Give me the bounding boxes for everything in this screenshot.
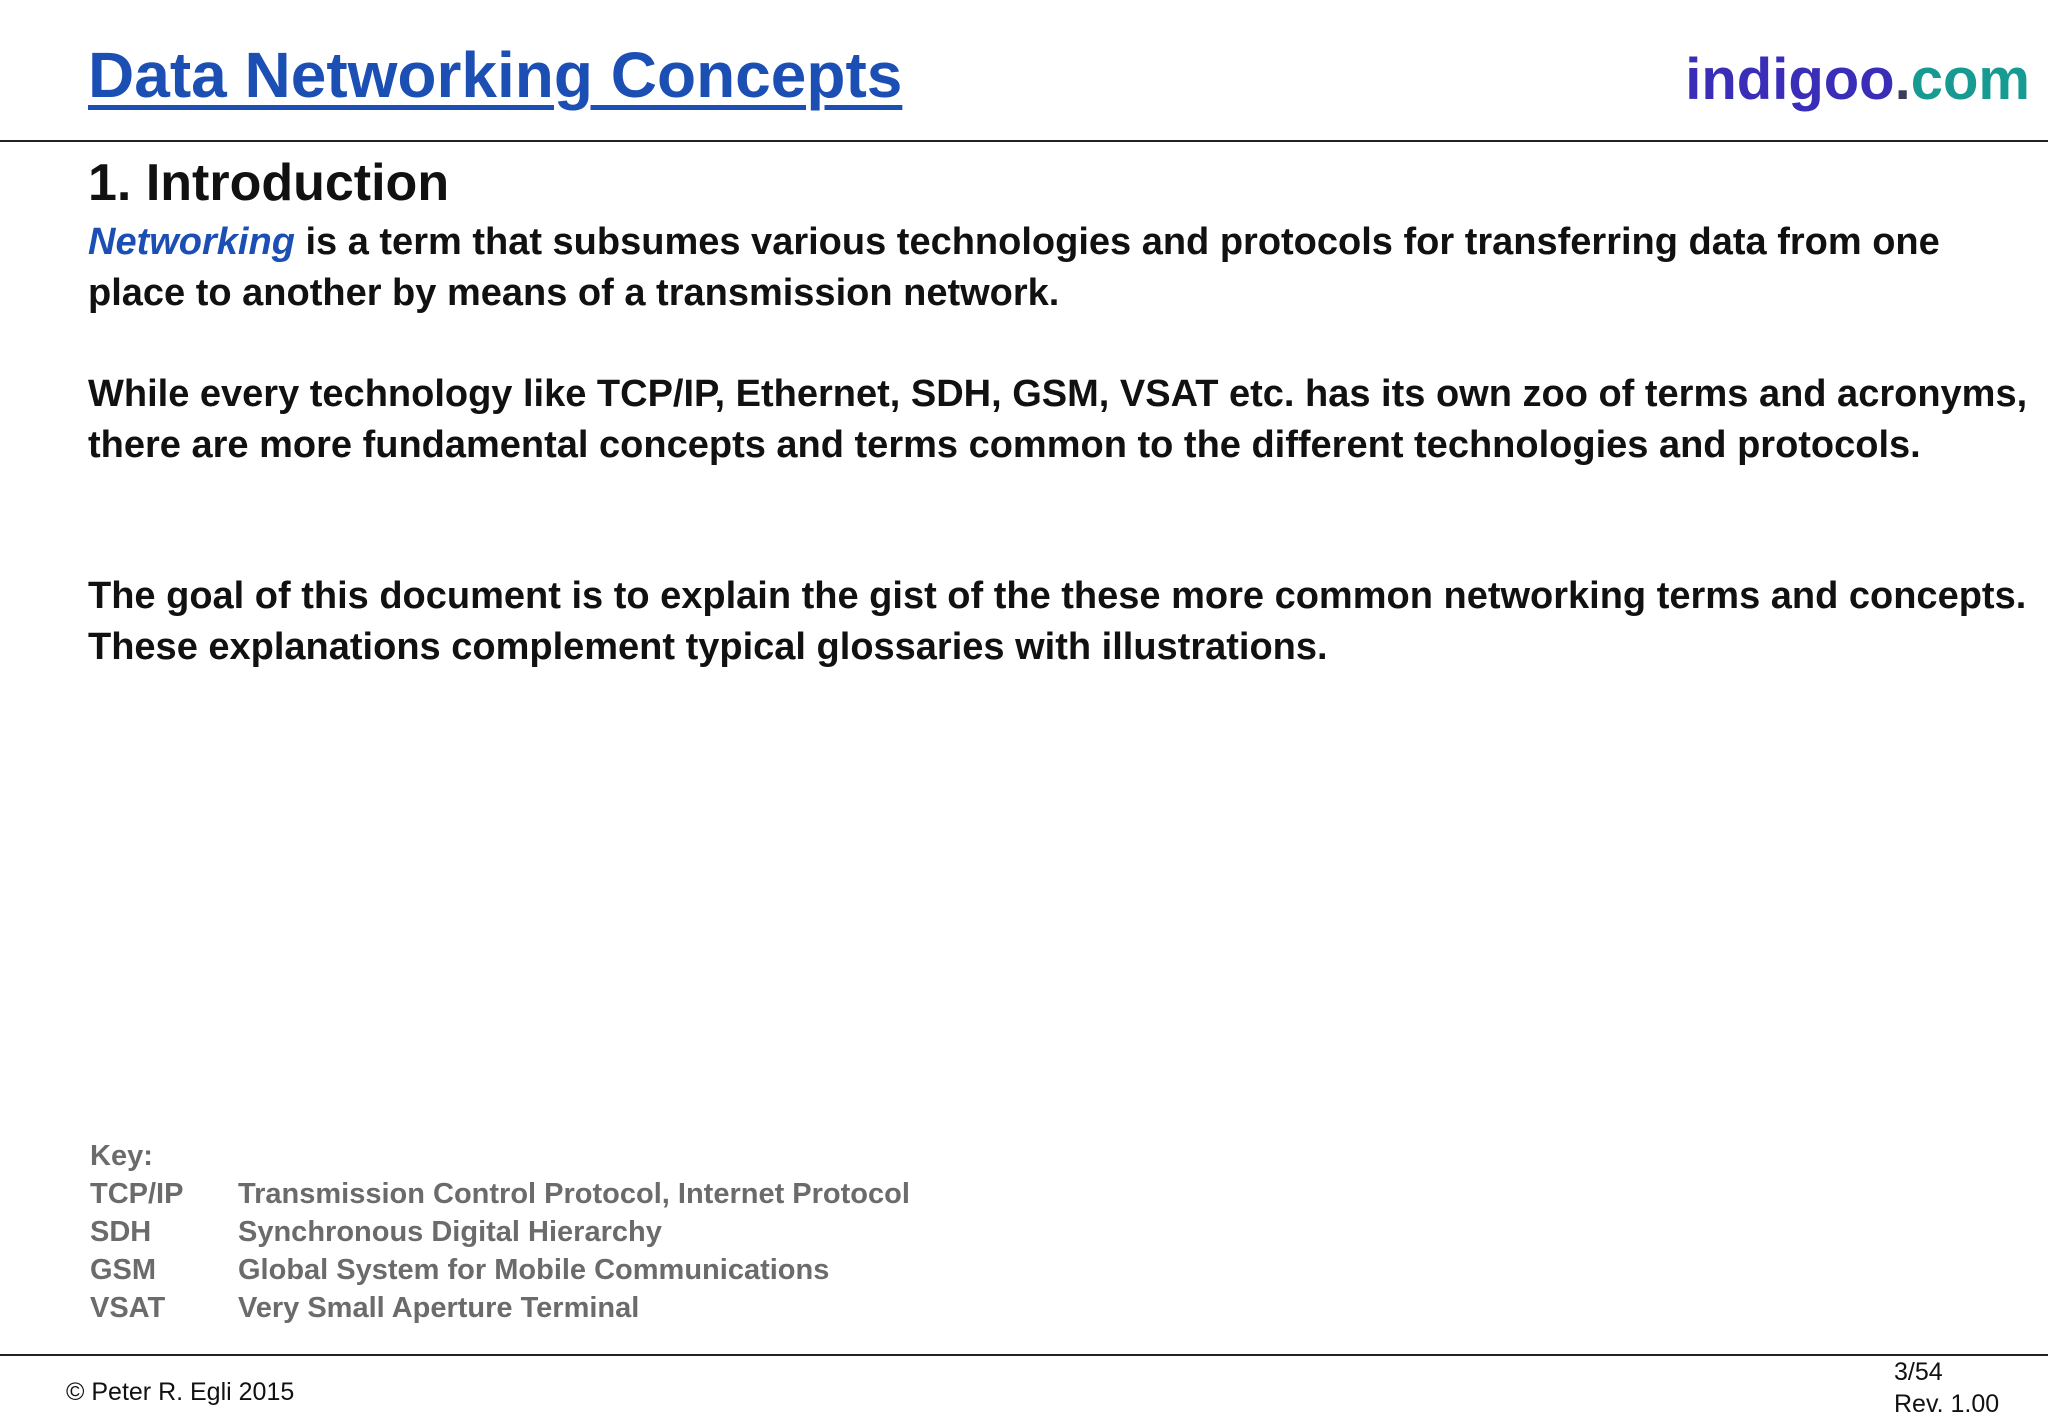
key-meaning: Transmission Control Protocol, Internet Protocol bbox=[238, 1178, 910, 1210]
highlighted-term: Networking bbox=[88, 221, 295, 263]
footer-divider bbox=[0, 1354, 2048, 1356]
key-abbreviation: TCP/IP bbox=[90, 1178, 184, 1210]
footer-page-info bbox=[1894, 1356, 1999, 1420]
page-number: 3/54 bbox=[1894, 1358, 1943, 1386]
key-meaning: Global System for Mobile Communications bbox=[238, 1254, 830, 1286]
key-legend bbox=[90, 1137, 910, 1327]
key-row bbox=[90, 1175, 910, 1213]
key-title: Key: bbox=[90, 1140, 153, 1172]
brand-tld: com bbox=[1910, 47, 2030, 112]
header-divider bbox=[0, 140, 2048, 142]
brand-dot: . bbox=[1894, 47, 1911, 112]
footer-copyright: © Peter R. Egli 2015 bbox=[66, 1378, 295, 1406]
key-row bbox=[90, 1213, 910, 1251]
goal-paragraph: The goal of this document is to explain the gist of the these more common networking terms and concepts. These explanations complement typical glossaries with illustrations. bbox=[88, 575, 2027, 668]
intro-paragraph bbox=[88, 217, 2038, 318]
key-row bbox=[90, 1251, 910, 1289]
revision-label: Rev. 1.00 bbox=[1894, 1390, 2000, 1418]
page-title: Data Networking Concepts bbox=[88, 39, 903, 111]
key-abbreviation: SDH bbox=[90, 1216, 152, 1248]
intro-paragraph-text: is a term that subsumes various technologies and protocols for transferring data from one place to another by means of a transmission network. bbox=[88, 221, 1940, 314]
section-heading: 1. Introduction bbox=[88, 154, 450, 212]
key-meaning: Very Small Aperture Terminal bbox=[238, 1292, 640, 1324]
key-abbreviation: VSAT bbox=[90, 1292, 166, 1324]
key-row bbox=[90, 1289, 910, 1327]
brand-logo bbox=[1685, 48, 2030, 112]
brand-name: indigoo bbox=[1685, 47, 1895, 112]
key-abbreviation: GSM bbox=[90, 1254, 157, 1286]
key-meaning: Synchronous Digital Hierarchy bbox=[238, 1216, 662, 1248]
technologies-paragraph: While every technology like TCP/IP, Ethernet, SDH, GSM, VSAT etc. has its own zoo of terms and acronyms, there are more fundamental concepts and terms common to the different technologies and protocols. bbox=[88, 373, 2028, 466]
